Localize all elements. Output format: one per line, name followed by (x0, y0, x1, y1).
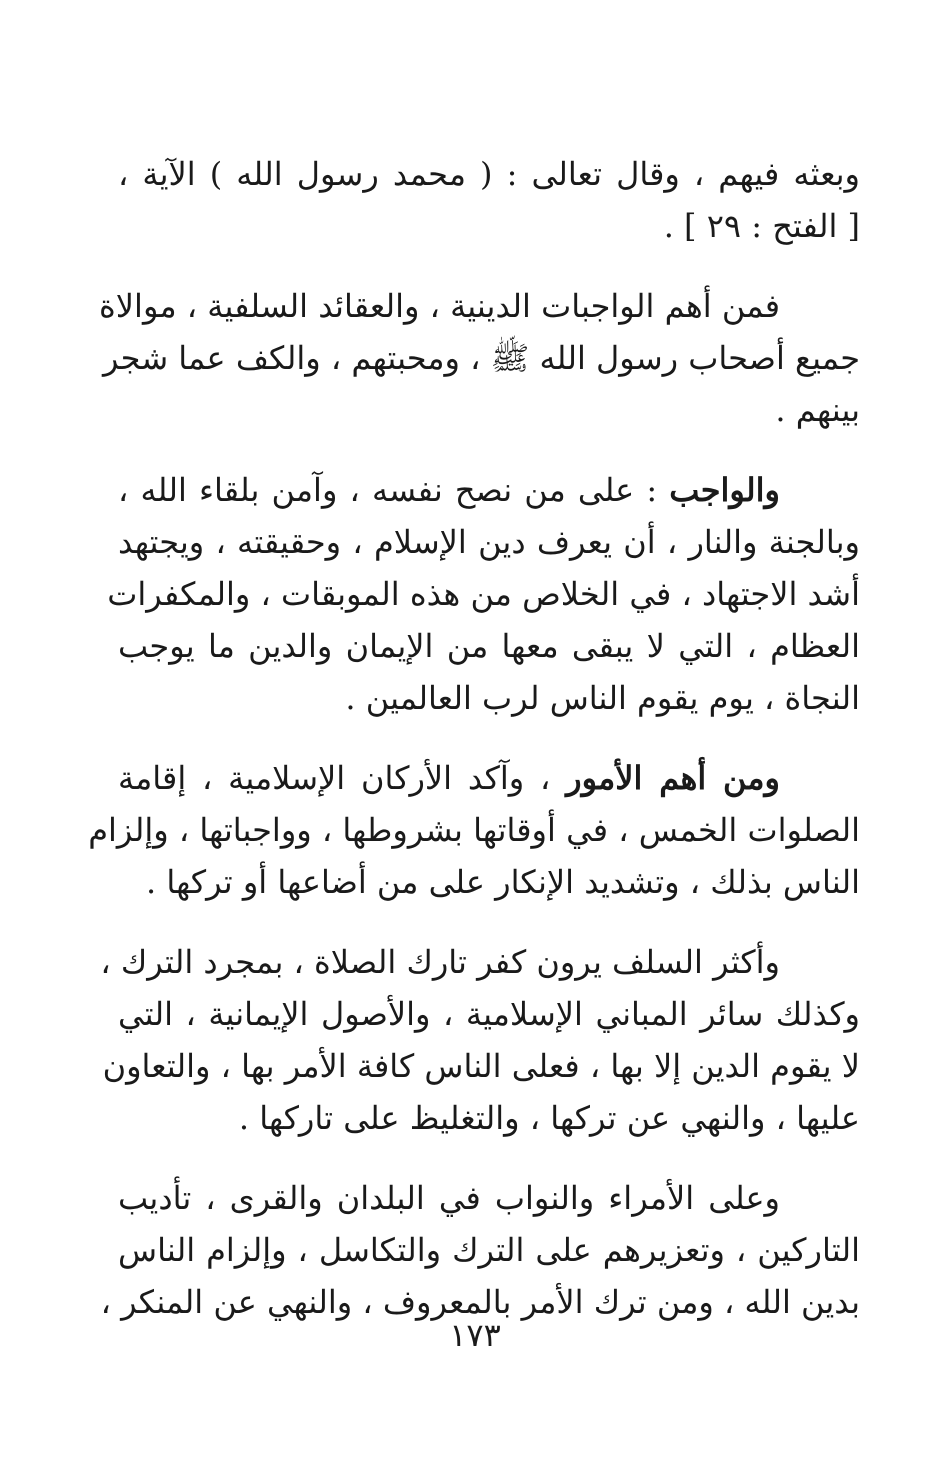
paragraph-4 (88, 752, 860, 908)
paragraph-3 (107, 464, 860, 724)
paragraph-6 (100, 1172, 860, 1328)
lead-word: ومن أهم الأمور (566, 759, 780, 797)
text-line: أشد الاجتهاد ، في الخلاص من هذه الموبقات ، والمكفرات (107, 575, 860, 613)
paragraph-1 (118, 148, 860, 252)
text-line: التاركين ، وتعزيرهم على الترك والتكاسل ، وإلزام الناس (118, 1231, 860, 1269)
text-line: وأكثر السلف يرون كفر تارك الصلاة ، بمجرد الترك ، (100, 943, 780, 981)
text-line: [ الفتح : ٢٩ ] . (663, 207, 860, 245)
text-line: وعلى الأمراء والنواب في البلدان والقرى ، تأديب (118, 1179, 780, 1217)
text-line: النجاة ، يوم يقوم الناس لرب العالمين . (345, 679, 860, 717)
text-line: عليها ، والنهي عن تركها ، والتغليظ على تاركها . (238, 1099, 860, 1137)
text-line (118, 752, 860, 804)
paragraph-2 (99, 280, 860, 436)
body-text (88, 148, 860, 1356)
paragraph-5 (100, 936, 860, 1144)
text-line: الصلوات الخمس ، في أوقاتها بشروطها ، وواجباتها ، وإلزام (88, 811, 860, 849)
text-line: فمن أهم الواجبات الدينية ، والعقائد السلفية ، موالاة (99, 287, 780, 325)
lead-word: والواجب (669, 471, 780, 509)
text-line: وكذلك سائر المباني الإسلامية ، والأصول الإيمانية ، التي (118, 995, 860, 1033)
text-line: لا يقوم الدين إلا بها ، فعلى الناس كافة الأمر بها ، والتعاون (102, 1047, 860, 1085)
text-line: العظام ، التي لا يبقى معها من الإيمان والدين ما يوجب (118, 627, 860, 665)
text-segment: : على من نصح نفسه ، وآمن بلقاء الله ، (118, 471, 670, 509)
text-line: بينهم . (775, 391, 860, 429)
text-line (118, 464, 860, 516)
text-segment: ، وآكد الأركان الإسلامية ، إقامة (118, 759, 567, 797)
text-line: جميع أصحاب رسول الله ﷺ ، ومحبتهم ، والكف عما شجر (103, 339, 860, 377)
text-line: وبعثه فيهم ، وقال تعالى : ( محمد رسول الله ) الآية ، (118, 155, 860, 193)
text-line: وبالجنة والنار ، أن يعرف دين الإسلام ، وحقيقته ، ويجتهد (118, 523, 860, 561)
text-line: الناس بذلك ، وتشديد الإنكار على من أضاعها أو تركها . (146, 863, 860, 901)
text-line: بدين الله ، ومن ترك الأمر بالمعروف ، والنهي عن المنكر ، (100, 1283, 860, 1321)
page-number: ١٧٣ (449, 1316, 501, 1354)
